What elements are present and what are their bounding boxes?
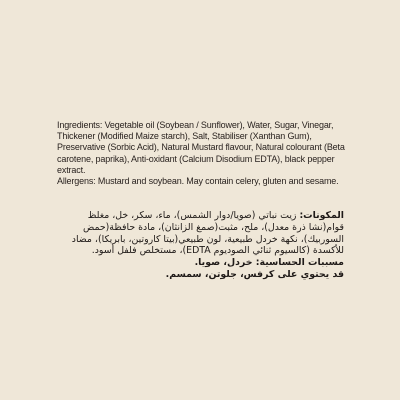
arabic-may-contain-text: قد يحتوي على كرفس، جلوتن، سمسم. — [165, 268, 344, 280]
arabic-ingredients-paragraph — [60, 210, 344, 257]
english-allergens-text: Allergens: Mustard and soybean. May contain celery, gluten and sesame. — [57, 176, 339, 187]
arabic-ingredients-label: المكونات: — [299, 210, 344, 221]
english-ingredients-text: Ingredients: Vegetable oil (Soybean / Sunflower), Water, Sugar, Vinegar, Thickener (Modified Maize starch), Salt, Stabiliser (Xanthan Gum), Preservative (Sorbic Acid), Natural Mustard flavour, Natural colourant (Beta carotene, paprika), Anti-oxidant (Calcium Disodium EDTA), black pepper extract. — [57, 120, 345, 175]
arabic-allergens-text: مسببات الحساسية: خردل، صويا. — [194, 257, 344, 269]
arabic-ingredients-section — [60, 210, 344, 281]
english-ingredients-section — [57, 120, 357, 187]
arabic-ingredients-text: زيت نباتي (صويا/دوار الشمس)، ماء، سكر، خل، مغلظ قوام(نشا ذرة معدل)، ملح، مثبت(صمغ الزانثان)، مادة حافظة(حمض السوربيك)، نكهة خردل طبيعية، لون طبيعي(بيتا كاروتين، بابريكا)، مضاد للأكسدة (كالسيوم ثنائي الصوديوم EDTA)، مستخلص فلفل أسود. — [71, 210, 344, 257]
